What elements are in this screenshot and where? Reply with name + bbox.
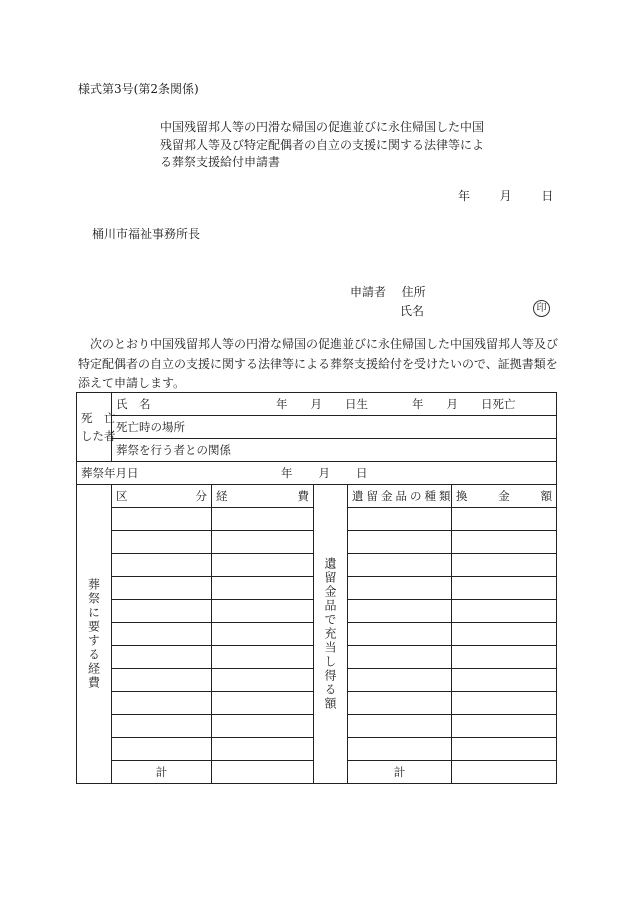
applicant-address <box>350 283 426 300</box>
estate-kind-cell[interactable] <box>348 577 452 600</box>
estate-kind-cell[interactable] <box>348 554 452 577</box>
estate-kind-header: 遺留金品の種類 <box>348 485 452 508</box>
date-month: 月 <box>499 189 512 203</box>
death-date-label: 年 月 日死亡 <box>412 397 516 411</box>
category-cell[interactable] <box>112 600 212 623</box>
birth-date-label: 年 月 日生 <box>276 397 368 411</box>
funeral-day: 日 <box>356 466 368 480</box>
expense-header-row <box>77 485 557 508</box>
category-cell[interactable] <box>112 623 212 646</box>
deceased-name-label: 氏 名 <box>116 397 151 411</box>
relation-cell[interactable] <box>112 439 557 462</box>
estate-kind-cell[interactable] <box>348 738 452 761</box>
application-statement <box>78 335 558 394</box>
estate-value-header-a: 換 <box>456 489 468 503</box>
application-table <box>76 392 557 784</box>
statement-line: 特定配偶者の自立の支援に関する法律等による葬祭支援給付を受けたいので、証拠書類を <box>78 356 558 371</box>
cost-cell[interactable] <box>212 646 314 669</box>
estate-value-header-c: 額 <box>540 489 553 503</box>
estate-value-cell[interactable] <box>452 531 557 554</box>
expense-vertical-cell <box>77 485 112 784</box>
statement-line: 添えて申請します。 <box>78 376 186 390</box>
category-cell[interactable] <box>112 738 212 761</box>
estate-kind-cell[interactable] <box>348 692 452 715</box>
category-cell[interactable] <box>112 531 212 554</box>
date-day: 日 <box>541 189 554 203</box>
relation-row <box>77 439 557 462</box>
estate-value-cell[interactable] <box>452 600 557 623</box>
cost-header <box>212 485 314 508</box>
funeral-year: 年 <box>281 466 293 480</box>
title-line: 残留邦人等及び特定配偶者の自立の支援に関する法律等によ <box>160 137 485 152</box>
date-year: 年 <box>458 189 471 203</box>
funeral-date-cell[interactable] <box>77 462 557 485</box>
category-cell[interactable] <box>112 669 212 692</box>
estate-kind-cell[interactable] <box>348 531 452 554</box>
estate-value-cell[interactable] <box>452 577 557 600</box>
form-number: 様式第3号(第2条関係) <box>78 82 199 96</box>
cost-cell[interactable] <box>212 738 314 761</box>
estate-vertical-cell <box>314 485 348 784</box>
death-place-row <box>77 416 557 439</box>
estate-value-cell[interactable] <box>452 508 557 531</box>
estate-value-cell[interactable] <box>452 715 557 738</box>
cost-cell[interactable] <box>212 692 314 715</box>
category-header <box>112 485 212 508</box>
seal-mark: 印 <box>533 300 550 317</box>
cost-cell[interactable] <box>212 577 314 600</box>
funeral-date-label: 葬祭年月日 <box>81 466 139 480</box>
deceased-name-row <box>77 393 557 416</box>
document-title <box>160 119 500 172</box>
estate-value-cell[interactable] <box>452 554 557 577</box>
estate-kind-cell[interactable] <box>348 623 452 646</box>
estate-value-header-b: 金 <box>498 489 510 503</box>
estate-value-header <box>452 485 557 508</box>
estate-vertical-label: 遺留金品で充当し得る額 <box>323 557 337 711</box>
estate-total-label: 計 <box>348 761 452 784</box>
category-cell[interactable] <box>112 646 212 669</box>
death-place-label: 死亡時の場所 <box>116 420 185 434</box>
category-header-b: 分 <box>195 489 207 503</box>
cost-cell[interactable] <box>212 600 314 623</box>
deceased-label-line: 死 亡 <box>81 411 116 425</box>
estate-kind-cell[interactable] <box>348 715 452 738</box>
death-place-cell[interactable] <box>112 416 557 439</box>
category-cell[interactable] <box>112 715 212 738</box>
cost-cell[interactable] <box>212 715 314 738</box>
cost-cell[interactable] <box>212 531 314 554</box>
name-label: 氏名 <box>400 304 425 318</box>
deceased-label-line: した者 <box>81 429 116 443</box>
cost-cell[interactable] <box>212 669 314 692</box>
cost-cell[interactable] <box>212 623 314 646</box>
statement-line: 次のとおり中国残留邦人等の円滑な帰国の促進並びに永住帰国した中国残留邦人等及び <box>90 337 559 351</box>
title-line: 中国残留邦人等の円滑な帰国の促進並びに永住帰国した中国 <box>160 120 485 134</box>
estate-kind-cell[interactable] <box>348 600 452 623</box>
estate-value-cell[interactable] <box>452 692 557 715</box>
address-label: 住所 <box>401 285 426 299</box>
category-cell[interactable] <box>112 692 212 715</box>
estate-value-cell[interactable] <box>452 738 557 761</box>
category-cell[interactable] <box>112 554 212 577</box>
addressee: 桶川市福祉事務所長 <box>92 227 201 241</box>
applicant-label: 申請者 <box>350 285 387 299</box>
category-cell[interactable] <box>112 577 212 600</box>
deceased-label-cell <box>77 393 116 462</box>
estate-total-cell[interactable] <box>452 761 557 784</box>
cost-header-a: 経 <box>216 489 228 503</box>
deceased-name-cell[interactable] <box>112 393 557 416</box>
expense-total-cell[interactable] <box>212 761 314 784</box>
application-date <box>458 187 553 204</box>
estate-kind-cell[interactable] <box>348 646 452 669</box>
funeral-month: 月 <box>318 466 330 480</box>
estate-value-cell[interactable] <box>452 646 557 669</box>
cost-cell[interactable] <box>212 508 314 531</box>
category-header-a: 区 <box>116 489 128 503</box>
estate-kind-cell[interactable] <box>348 508 452 531</box>
relation-label: 葬祭を行う者との関係 <box>116 443 231 457</box>
expense-total-label: 計 <box>112 761 212 784</box>
category-cell[interactable] <box>112 508 212 531</box>
cost-cell[interactable] <box>212 554 314 577</box>
expense-vertical-label: 葬祭に要する経費 <box>86 578 101 690</box>
cost-header-b: 費 <box>297 489 309 503</box>
funeral-date-row <box>77 462 557 485</box>
estate-value-cell[interactable] <box>452 669 557 692</box>
estate-kind-cell[interactable] <box>348 669 452 692</box>
estate-value-cell[interactable] <box>452 623 557 646</box>
applicant-name <box>400 302 424 319</box>
title-line: る葬祭支援給付申請書 <box>160 155 281 169</box>
